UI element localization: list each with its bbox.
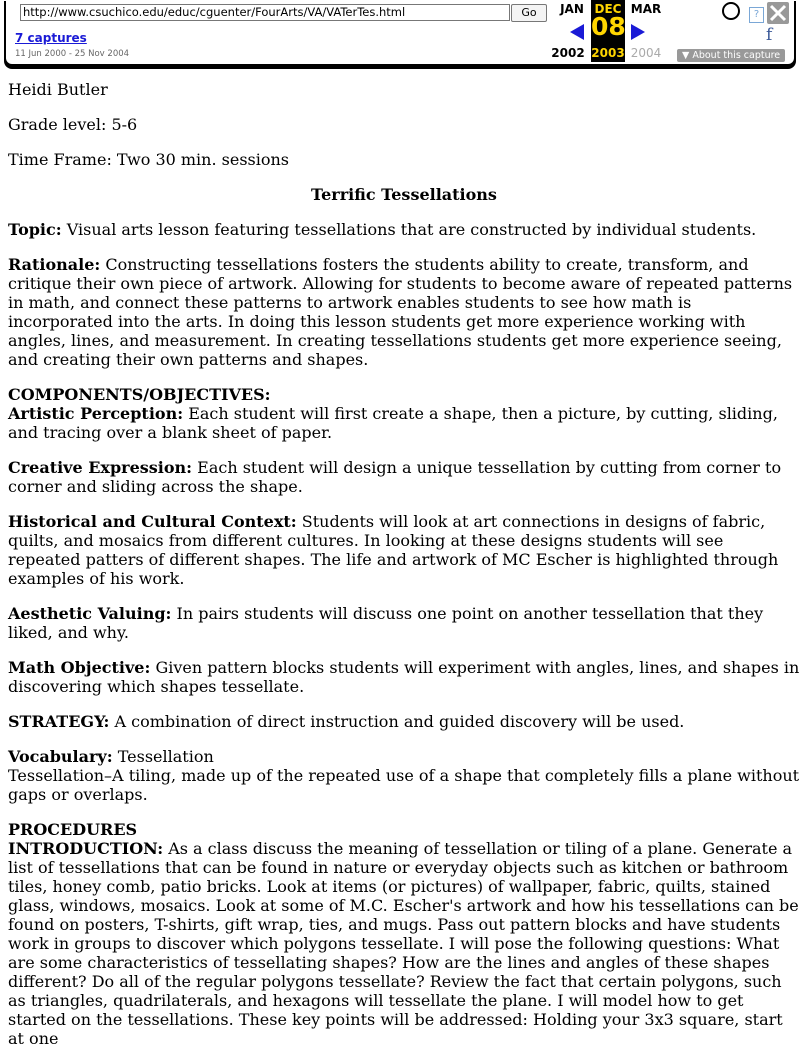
vocab-word: Tessellation	[112, 747, 214, 766]
topic-paragraph	[8, 220, 800, 239]
intro-label: INTRODUCTION:	[8, 839, 164, 858]
author: Heidi Butler	[8, 80, 108, 99]
help-icon[interactable]: ?	[749, 7, 764, 23]
facebook-share-icon[interactable]: f	[766, 25, 773, 45]
historical-text: Students will look at art connections in designs of fabric, quilts, and mosaics from different cultures. In looking at these designs students will see repeated patters of different shapes. The life and artwork of MC Escher is highlighted through examples of his work.	[8, 512, 779, 588]
math-label: Math Objective:	[8, 658, 151, 677]
strategy-label: STRATEGY:	[8, 712, 110, 731]
math-paragraph	[8, 658, 800, 696]
about-capture-button[interactable]: ▼ About this capture	[677, 49, 785, 62]
aesthetic-paragraph	[8, 604, 800, 642]
strategy-text: A combination of direct instruction and guided discovery will be used.	[109, 712, 685, 731]
captures-link[interactable]: 7 captures	[15, 31, 87, 45]
next-year-link: 2004	[630, 46, 662, 60]
aesthetic-text: In pairs students will discuss one point on another tessellation that they liked, and why.	[8, 604, 764, 642]
procedures-paragraph	[8, 820, 800, 1048]
intro-text: As a class discuss the meaning of tessellation or tiling of a plane. Generate a list of tessellations that can be found in nature or everyday objects such as kitchen or bathroom tiles, honey comb, patio bricks. Look at items (or pictures) of wallpaper, fabric, quilts, stained glass, windows, mosaics. Look at some of M.C. Escher's artwork and how his tessellations can be found on posters, T-shirts, gift wrap, ties, and mugs. Pass out pattern blocks and have students work in groups to discover which polygons tessellate. I will pose the following questions: What are some characteristics of tessellating shapes? How are the lines and angles of these shapes different? Do all of the regular polygons tessellate? Review the fact that certain polygons, such as triangles, quadrilaterals, and hexagons will tessellate the plane. I will model how to get started on the tessellations. These key points will be addressed: Holding your 3x3 square, start at one	[8, 839, 799, 1048]
rationale-label: Rationale:	[8, 255, 101, 274]
rationale-paragraph	[8, 255, 800, 369]
perception-label: Artistic Perception:	[8, 404, 184, 423]
strategy-paragraph	[8, 712, 800, 731]
aesthetic-label: Aesthetic Valuing:	[8, 604, 172, 623]
current-month: DEC	[594, 2, 622, 16]
expression-label: Creative Expression:	[8, 458, 193, 477]
current-day: 08	[591, 12, 626, 41]
prev-capture-arrow-icon[interactable]	[570, 24, 584, 40]
next-month-link[interactable]: MAR	[630, 2, 662, 16]
go-button[interactable]: Go	[511, 4, 547, 22]
expression-text: Each student will design a unique tessellation by cutting from corner to corner and sliding across the shape.	[8, 458, 782, 496]
math-text: Given pattern blocks students will experiment with angles, lines, and shapes in discovering which shapes tessellate.	[8, 658, 800, 696]
vocab-label: Vocabulary:	[8, 747, 113, 766]
historical-label: Historical and Cultural Context:	[8, 512, 297, 531]
prev-month-link[interactable]: JAN	[560, 2, 584, 16]
wayback-toolbar	[6, 0, 794, 64]
current-year: 2003	[591, 46, 625, 60]
next-capture-arrow-icon[interactable]	[631, 24, 645, 40]
vocabulary-paragraph	[8, 747, 800, 804]
time-frame: Time Frame: Two 30 min. sessions	[8, 150, 290, 169]
historical-paragraph	[8, 512, 800, 588]
loading-circle-icon	[722, 2, 740, 20]
expression-paragraph	[8, 458, 800, 496]
prev-year-link[interactable]: 2002	[551, 46, 585, 60]
procedures-heading: PROCEDURES	[8, 820, 138, 839]
components-paragraph	[8, 385, 800, 442]
lesson-content	[8, 80, 800, 1064]
close-icon[interactable]	[767, 2, 789, 24]
topic-text: Visual arts lesson featuring tessellations that are constructed by individual students.	[61, 220, 757, 239]
page-title: Terrific Tessellations	[311, 185, 497, 204]
vocab-definition: Tessellation–A tiling, made up of the repeated use of a shape that completely fills a plane without gaps or overlaps.	[8, 766, 800, 804]
rationale-text: Constructing tessellations fosters the students ability to create, transform, and critique their own piece of artwork. Allowing for students to become aware of repeated patterns in math, and connect these patterns to artwork enables students to see how math is incorporated into the arts. In doing this lesson students get more experience working with angles, lines, and measurement. In creating tessellations students get more experience seeing, and creating their own patterns and shapes.	[8, 255, 793, 369]
topic-label: Topic:	[8, 220, 62, 239]
components-heading: COMPONENTS/OBJECTIVES:	[8, 385, 271, 404]
capture-date-range: 11 Jun 2000 - 25 Nov 2004	[15, 49, 130, 59]
url-input[interactable]: http://www.csuchico.edu/educ/cguenter/FourArts/VA/VATerTes.html	[20, 4, 510, 21]
perception-text: Each student will first create a shape, then a picture, by cutting, sliding, and tracing over a blank sheet of paper.	[8, 404, 778, 442]
grade-level: Grade level: 5-6	[8, 115, 138, 134]
